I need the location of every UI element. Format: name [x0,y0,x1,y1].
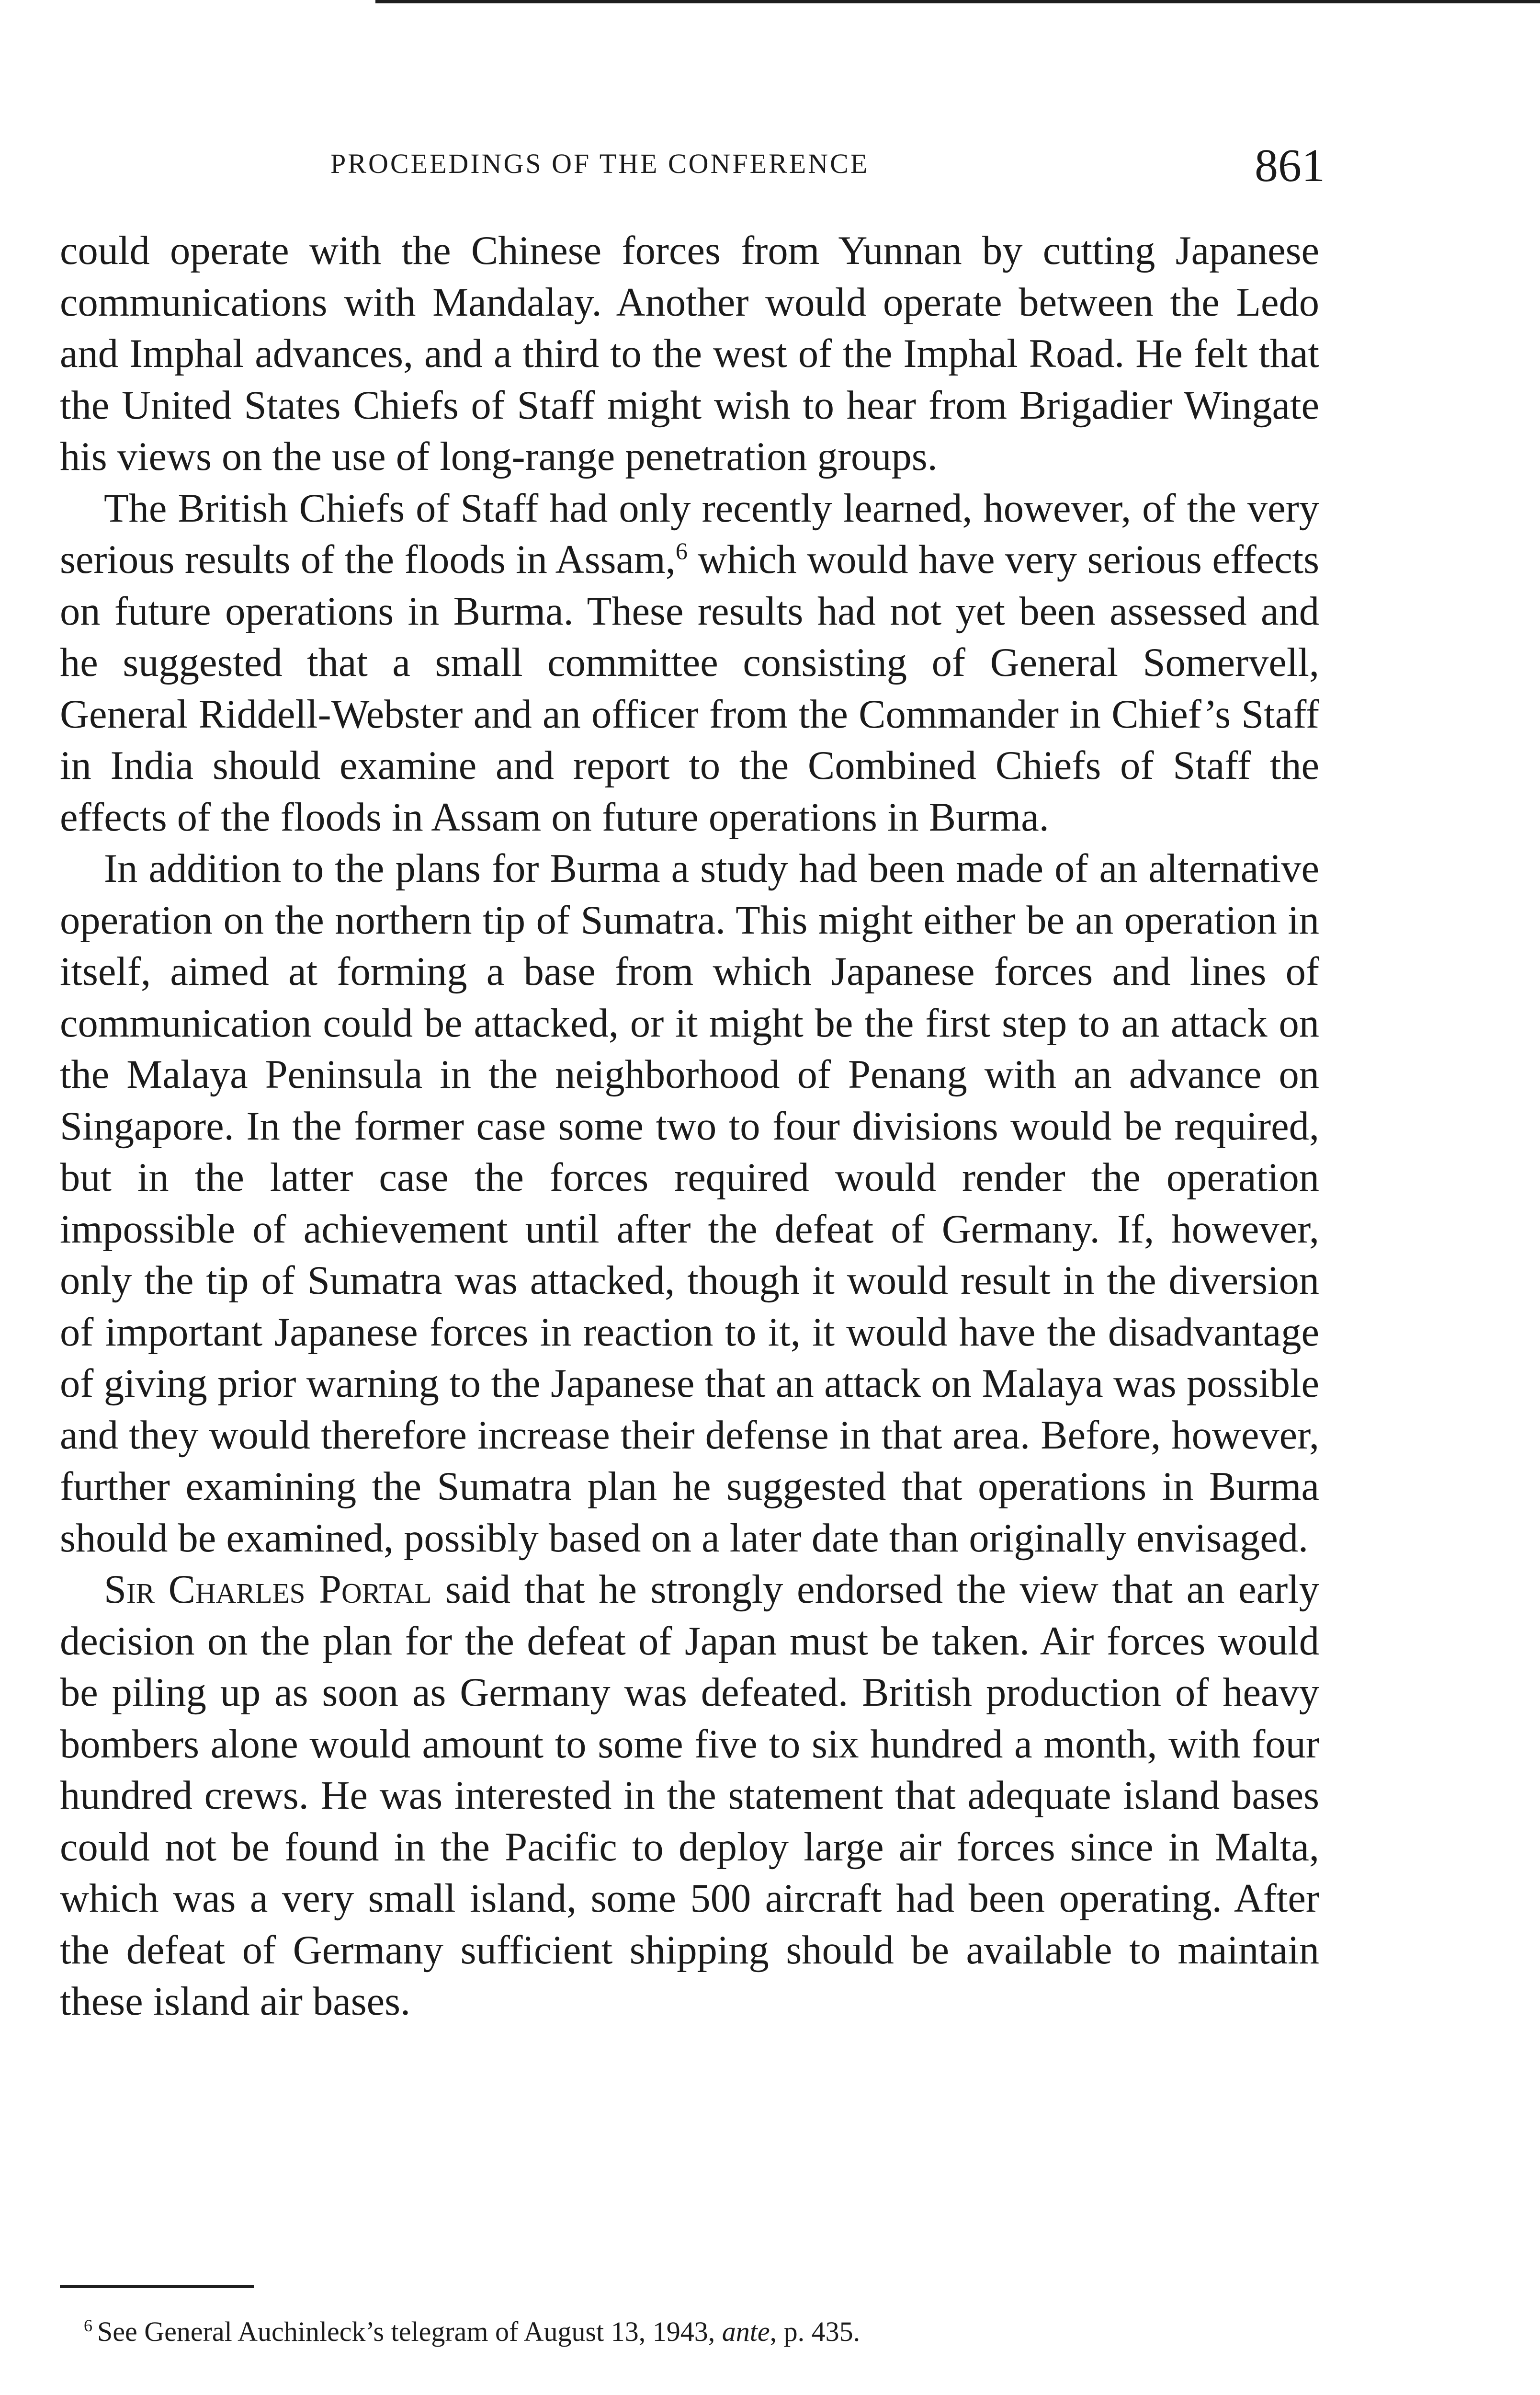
running-title: PROCEEDINGS OF THE CONFERENCE [330,148,870,179]
paragraph-2-text-b: which would have very serious effects on future operations in Burma. These results had not yet been assessed and he suggested that a small committee consisting of General Somervell, General Riddell-Webster and an officer from the Commander in Chief’s Staff in India should examine and report to the Combined Chiefs of Staff the effects of the floods in Assam on future operations in Burma. [60,537,1319,840]
speaker-name: Sir Charles Portal [104,1567,432,1612]
paragraph-4-text: said that he strongly endorsed the view that an early decision on the plan for the defeat of Japan must be taken. Air forces would be piling up as soon as Germany was defeated. British production of heavy bombers alone would amount to some five to six hundred a month, with four hundred crews. He was interested in the statement that adequate island bases could not be found in the Pacific to deploy large air forces since in Malta, which was a very small island, some 500 aircraft had been operating. After the defeat of Germany sufficient shipping should be available to maintain these island air bases. [60,1567,1319,2024]
footnote-reference: 6 [675,537,688,564]
footnote [84,2315,1329,2349]
paragraph-2 [60,483,1319,844]
paragraph-3: In addition to the plans for Burma a study had been made of an alternative operation on the northern tip of Sumatra. This might either be an operation in itself, aimed at forming a base from which Japanese forces and lines of communication could be attacked, or it might be the first step to an attack on the Malaya Peninsula in the neighborhood of Penang with an advance on Singapore. In the former case some two to four divisions would be required, but in the latter case the forces required would render the operation impossible of achievement until after the defeat of Germany. If, however, only the tip of Sumatra was attacked, though it would result in the diversion of important Japanese forces in reaction to it, it would have the disadvantage of giving prior warning to the Japanese that an attack on Malaya was possible and they would therefore increase their defense in that area. Before, however, further examining the Sumatra plan he suggested that operations in Burma should be examined, possibly based on a later date than originally envisaged. [60,846,1319,1561]
paragraph-2-text-a: The British Chiefs of Staff had only recently learned, however, of the very serious results of the floods in Assam, [60,486,1319,582]
footnote-text-end: , p. 435. [770,2316,861,2347]
footnote-marker: 6 [84,2315,92,2335]
body-text [60,225,1319,2028]
running-head [0,139,1540,196]
page-number: 861 [1255,140,1325,192]
paragraph-1: could operate with the Chinese forces from Yunnan by cutting Japanese communications with Mandalay. Another would operate between the Ledo and Imphal advances, and a third to the west of the Imphal Road. He felt that the United States Chiefs of Staff might wish to hear from Brigadier Wingate his views on the use of long-range penetration groups. [60,228,1319,479]
top-rule [375,0,1540,3]
paragraph-4 [60,1564,1319,2028]
footnote-text: See General Auchinleck’s telegram of August 13, 1943, [97,2316,715,2347]
footnote-rule [60,2285,254,2288]
footnote-italic: ante [722,2316,770,2347]
